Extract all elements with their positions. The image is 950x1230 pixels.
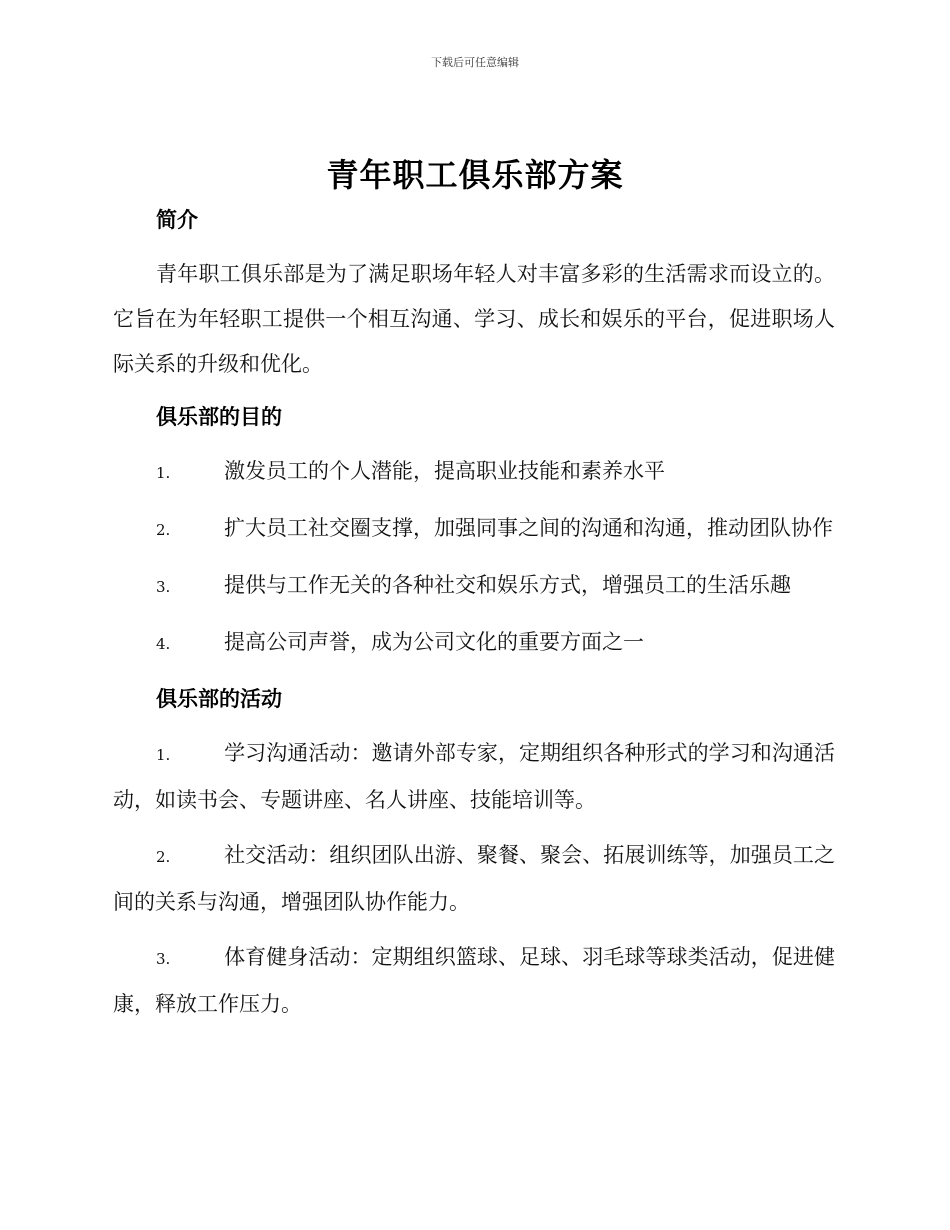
document-body xyxy=(113,198,835,1027)
activity-item-1 xyxy=(113,731,835,823)
list-number: 2. xyxy=(156,848,171,866)
list-number: 3. xyxy=(156,578,171,596)
goal-item-1 xyxy=(113,449,835,496)
list-number: 1. xyxy=(156,746,171,764)
list-item-text: 学习沟通活动：邀请外部专家，定期组织各种形式的学习和沟通活动，如读书会、专题讲座、名人讲座、技能培训等。 xyxy=(113,741,835,812)
goal-item-3 xyxy=(113,563,835,610)
section-heading-goals: 俱乐部的目的 xyxy=(156,405,282,429)
goal-item-4 xyxy=(113,620,835,667)
activity-item-2 xyxy=(113,833,835,925)
goal-item-2 xyxy=(113,506,835,553)
document-title: 青年职工俱乐部方案 xyxy=(326,156,624,194)
list-item-text: 提供与工作无关的各种社交和娱乐方式，增强员工的生活乐趣 xyxy=(224,573,791,597)
section-heading-intro: 简介 xyxy=(156,208,198,232)
list-item-text: 扩大员工社交圈支撑，加强同事之间的沟通和沟通，推动团队协作 xyxy=(224,516,833,540)
activity-item-3 xyxy=(113,935,835,1027)
list-item-text: 社交活动：组织团队出游、聚餐、聚会、拓展训练等，加强员工之间的关系与沟通，增强团队协作能力。 xyxy=(113,843,835,914)
list-item-text: 提高公司声誉，成为公司文化的重要方面之一 xyxy=(224,630,644,654)
section-heading-activities: 俱乐部的活动 xyxy=(156,687,282,711)
list-item-text: 激发员工的个人潜能，提高职业技能和素养水平 xyxy=(224,459,665,483)
intro-paragraph: 青年职工俱乐部是为了满足职场年轻人对丰富多彩的生活需求而设立的。它旨在为年轻职工提供一个相互沟通、学习、成长和娱乐的平台，促进职场人际关系的升级和优化。 xyxy=(113,262,835,376)
page-header-note: 下载后可任意编辑 xyxy=(431,56,519,69)
list-item-text: 体育健身活动：定期组织篮球、足球、羽毛球等球类活动，促进健康，释放工作压力。 xyxy=(113,945,835,1016)
list-number: 3. xyxy=(156,950,171,968)
list-number: 4. xyxy=(156,635,171,653)
list-number: 2. xyxy=(156,521,171,539)
list-number: 1. xyxy=(156,464,171,482)
